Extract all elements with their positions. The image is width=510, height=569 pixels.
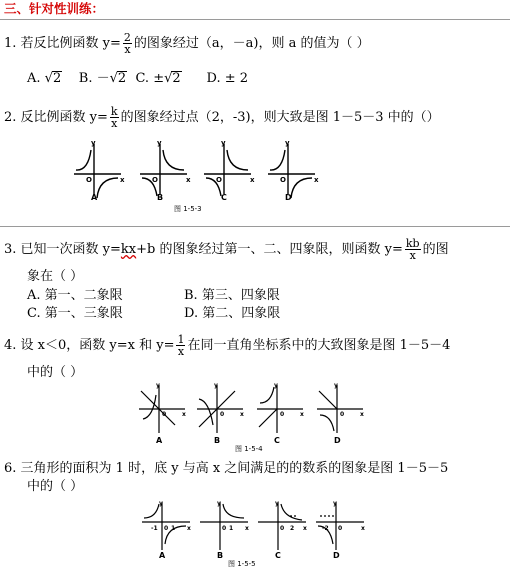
svg-text:y: y [221, 139, 226, 147]
question-1-options [27, 71, 248, 85]
question-4-stem-end: 在同一直角坐标系中的大致图象是图 1－5－4 [187, 338, 451, 353]
svg-text:y: y [156, 383, 160, 389]
svg-text:0: 0 [220, 411, 225, 418]
question-6-stem: 三角形的面积为 1 时，底 y 与高 x 之间满足的的数系的图象是图 1－5－5 [20, 461, 449, 476]
svg-text:y: y [334, 383, 338, 389]
question-4-number: 4. [4, 338, 17, 353]
label-d: D [334, 436, 341, 445]
svg-text:0: 0 [162, 411, 167, 418]
svg-text:0: 0 [280, 411, 285, 418]
fraction-1-over-x: $\frac{1}{x}$ [177, 333, 185, 358]
svg-text:y: y [285, 139, 290, 147]
graph-d [317, 385, 363, 433]
svg-text:y: y [275, 500, 279, 507]
section-title: 三、针对性训练： [4, 1, 105, 16]
graph-a [139, 385, 185, 433]
question-2-stem-end: 的图象经过点（2，-3)，则大致是图 1－5－3 中的（） [120, 110, 440, 125]
svg-text:x: x [245, 525, 249, 532]
question-3-line2: 象在（ ） [27, 269, 84, 284]
option-d: D. 第二、四象限 [184, 306, 281, 321]
svg-text:O: O [86, 176, 92, 184]
svg-text:y: y [157, 139, 162, 147]
svg-text:x: x [360, 411, 364, 418]
svg-text:x: x [182, 411, 186, 418]
graph-c [257, 385, 303, 433]
figure-1-5-4 [135, 383, 375, 453]
question-3 [4, 238, 449, 261]
option-b: B. －√2 [78, 71, 127, 86]
question-6 [4, 462, 448, 475]
label-c: C [275, 551, 281, 560]
svg-text:2: 2 [290, 525, 295, 532]
question-3-number: 3. [4, 242, 17, 257]
label-d: D [333, 551, 340, 560]
question-3-stem-end: 的图 [422, 242, 449, 257]
question-1 [4, 32, 370, 55]
svg-text:x: x [300, 411, 304, 418]
svg-text:0: 0 [338, 525, 343, 532]
option-a: A. √2 [27, 71, 62, 86]
svg-text:x: x [361, 525, 365, 532]
figure-1-5-5 [140, 500, 370, 568]
underlined-kx: kx [120, 242, 137, 257]
option-d: D. ± 2 [206, 71, 249, 86]
question-3-stem-start: 已知一次函数 y= [20, 242, 121, 257]
svg-text:-1: -1 [151, 525, 158, 532]
svg-text:1: 1 [229, 525, 234, 532]
svg-text:y: y [159, 500, 163, 507]
question-6-number: 6. [4, 461, 17, 476]
question-4 [4, 334, 450, 357]
label-d: D [285, 193, 292, 202]
label-b: B [157, 193, 164, 202]
option-c: C. ±√2 [135, 71, 181, 86]
graph-b [197, 385, 243, 433]
svg-text:x: x [187, 525, 191, 532]
question-6-line2: 中的（ ） [27, 479, 84, 494]
label-b: B [214, 436, 221, 445]
svg-text:-2: -2 [322, 525, 329, 532]
label-c: C [274, 436, 280, 445]
svg-text:x: x [250, 176, 255, 184]
option-c: C. 第一、三象限 [27, 306, 123, 321]
svg-text:x: x [240, 411, 244, 418]
fraction-kb-over-x: $\frac{kb}{x}$ [405, 237, 420, 262]
svg-text:y: y [333, 500, 337, 507]
label-b: B [217, 551, 224, 560]
figure-1-5-3 [66, 138, 336, 214]
svg-text:O: O [216, 176, 222, 184]
svg-text:1: 1 [171, 525, 176, 532]
section-divider [0, 226, 510, 227]
svg-text:x: x [303, 525, 307, 532]
svg-text:O: O [280, 176, 286, 184]
graph-d [268, 144, 315, 198]
label-a: A [156, 436, 163, 445]
label-a: A [91, 193, 98, 202]
question-1-number: 1. [4, 36, 17, 51]
svg-text:0: 0 [280, 525, 285, 532]
question-1-stem-end: 的图象经过（a，－a)，则 a 的值为（ ） [133, 36, 370, 51]
fraction-k-over-x: $\frac{k}{x}$ [110, 105, 118, 130]
svg-text:O: O [152, 176, 158, 184]
label-c: C [221, 193, 227, 202]
figure-caption: 图 1-5-5 [228, 560, 256, 568]
svg-text:y: y [214, 383, 218, 389]
svg-text:y: y [91, 139, 96, 147]
option-b: B. 第三、四象限 [184, 288, 280, 303]
svg-text:0: 0 [164, 525, 169, 532]
question-2-stem-start: 反比例函数 y= [20, 110, 108, 125]
svg-text:x: x [186, 176, 191, 184]
svg-text:0: 0 [222, 525, 227, 532]
svg-text:y: y [217, 500, 221, 507]
graph-b [140, 144, 187, 196]
question-2 [4, 106, 440, 129]
question-2-number: 2. [4, 110, 17, 125]
svg-text:x: x [120, 176, 125, 184]
svg-text:0: 0 [340, 411, 345, 418]
question-3-stem-mid: +b 的图象经过第一、二、四象限，则函数 y= [136, 242, 403, 257]
svg-text:y: y [274, 383, 278, 389]
figure-caption: 图 1-5-4 [235, 445, 263, 453]
fraction-2-over-x: $\frac{2}{x}$ [123, 31, 131, 56]
option-a: A. 第一、二象限 [27, 288, 123, 303]
svg-text:x: x [314, 176, 319, 184]
question-1-stem-start: 若反比例函数 y= [20, 36, 121, 51]
question-4-stem-start: 设 x＜0，函数 y=x 和 y= [20, 338, 175, 353]
question-4-line2: 中的（ ） [27, 365, 84, 380]
label-a: A [159, 551, 166, 560]
graph-a [74, 144, 121, 198]
figure-caption: 图 1-5-3 [174, 205, 202, 213]
title-divider [0, 19, 510, 20]
graph-c [204, 144, 251, 196]
